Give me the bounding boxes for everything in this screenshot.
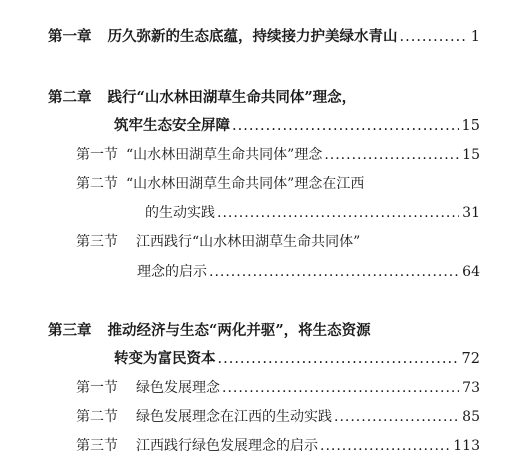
dot-leader <box>320 436 450 456</box>
dot-leader <box>400 27 468 47</box>
section-number: 第二节 <box>76 176 118 192</box>
page-number: 15 <box>461 118 480 134</box>
page-number: 72 <box>461 351 480 367</box>
toc-entry-ch2-s3-line1[interactable] <box>76 232 360 252</box>
dot-leader <box>209 262 459 282</box>
section-title: 江西践行“山水林田湖草生命共同体” <box>136 234 361 250</box>
chapter-number: 第三章 <box>48 322 92 339</box>
page-number: 1 <box>470 29 480 45</box>
section-title-cont: 的生动实践 <box>145 205 215 221</box>
toc-entry-ch2-line2[interactable] <box>114 116 480 136</box>
section-title-cont: 理念的启示 <box>137 264 207 280</box>
dot-leader <box>334 407 459 427</box>
toc-entry-ch3-s3[interactable] <box>76 436 480 456</box>
page-number: 113 <box>453 438 480 454</box>
chapter-title-cont: 转变为富民资本 <box>114 350 216 367</box>
section-title: “山水林田湖草生命共同体”理念在江西 <box>126 176 365 192</box>
section-number: 第一节 <box>76 147 118 163</box>
chapter-number: 第一章 <box>48 28 92 45</box>
toc-entry-ch3-line1[interactable] <box>48 321 371 341</box>
chapter-title-cont: 筑牢生态安全屏障 <box>114 117 230 134</box>
toc-entry-ch3-line2[interactable] <box>114 349 480 369</box>
chapter-number: 第二章 <box>48 89 92 106</box>
page-number: 31 <box>462 205 480 221</box>
dot-leader <box>217 203 459 223</box>
section-number: 第三节 <box>76 438 118 454</box>
toc-entry-ch3-s1[interactable] <box>76 378 480 398</box>
section-title: 江西践行绿色发展理念的启示 <box>136 438 318 454</box>
toc-entry-ch2-s1[interactable] <box>76 145 480 165</box>
dot-leader <box>232 116 459 136</box>
toc-entry-ch2-s2-line2[interactable] <box>145 203 480 223</box>
section-number: 第一节 <box>76 380 118 396</box>
chapter-title: 推动经济与生态“两化并驱”，将生态资源 <box>107 322 371 339</box>
section-number: 第二节 <box>76 409 118 425</box>
section-title: 绿色发展理念在江西的生动实践 <box>136 409 332 425</box>
page-number: 64 <box>462 264 480 280</box>
page-number: 85 <box>462 409 480 425</box>
toc-entry-ch2-s2-line1[interactable] <box>76 174 364 194</box>
toc-entry-ch3-s2[interactable] <box>76 407 480 427</box>
toc-entry-ch1[interactable] <box>48 27 480 47</box>
dot-leader <box>218 349 459 369</box>
toc-entry-ch2-line1[interactable] <box>48 88 356 108</box>
section-number: 第三节 <box>76 234 118 250</box>
section-title: “山水林田湖草生命共同体”理念 <box>126 147 323 163</box>
toc-entry-ch2-s3-line2[interactable] <box>137 262 480 282</box>
dot-leader <box>222 378 459 398</box>
chapter-title: 践行“山水林田湖草生命共同体”理念， <box>107 89 357 106</box>
dot-leader <box>324 145 459 165</box>
page-number: 15 <box>462 147 480 163</box>
section-title: 绿色发展理念 <box>136 380 220 396</box>
chapter-title: 历久弥新的生态底蕴，持续接力护美绿水青山 <box>107 28 398 45</box>
page-number: 73 <box>462 380 480 396</box>
